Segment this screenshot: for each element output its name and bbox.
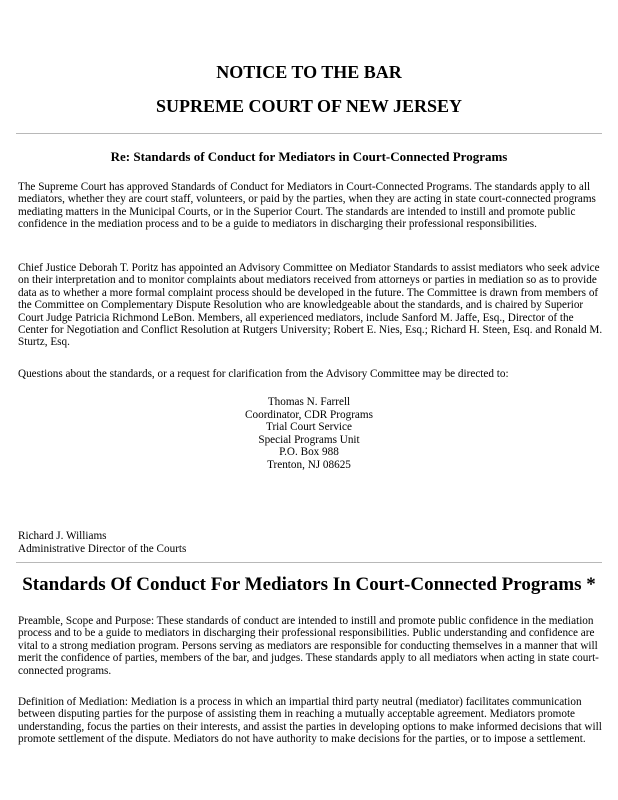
paragraph-questions: Questions about the standards, or a request for clarification from the Advisory Committee may be directed to: xyxy=(18,368,509,380)
contact-title: Coordinator, CDR Programs xyxy=(245,408,373,421)
signature-block xyxy=(18,530,186,555)
signature-name: Richard J. Williams xyxy=(18,530,107,542)
contact-unit: Special Programs Unit xyxy=(258,433,360,446)
contact-box: P.O. Box 988 xyxy=(279,446,339,459)
standards-heading: Standards Of Conduct For Mediators In Court-Connected Programs * xyxy=(22,574,596,595)
paragraph-definition: Definition of Mediation: Mediation is a process in which an impartial third party neutral (mediator) facilitates communication between disputing parties for the purpose of assisting them in reaching a mutually acceptable agreement. Mediators promote understanding, focus the parties on their interests, and assist the parties in developing options to make informed decisions that will promote settlement of the dispute. Mediators do not have authority to make decisions for the parties, or to impose a settlement. xyxy=(18,696,602,746)
signature-title: Administrative Director of the Courts xyxy=(18,542,187,555)
contact-address xyxy=(0,396,618,472)
divider xyxy=(16,562,602,563)
paragraph-preamble: Preamble, Scope and Purpose: These standards of conduct are intended to instill and promote public confidence in the mediation process and to be a guide to mediators in discharging their professional responsibilities. Public understanding and confidence are vital to a strong mediation program. Persons serving as mediators are responsible for conducting themselves in a manner that will merit the confidence of parties, members of the bar, and judges. These standards apply to all mediators when acting in state court-connected programs. xyxy=(18,615,599,677)
paragraph-committee: Chief Justice Deborah T. Poritz has appointed an Advisory Committee on Mediator Standards to assist mediators who seek advice on their interpretation and to monitor complaints about mediators received from attorneys or parties in mediation so as to provide data as to whether a more formal complaint process should be developed in the future. The Committee is drawn from members of the Committee on Complementary Dispute Resolution who are knowledgeable about the standards, and is chaired by Superior Court Judge Patricia Richmond LeBon. Members, all experienced mediators, include Sanford M. Jaffe, Esq., Director of the Center for Negotiation and Conflict Resolution at Rutgers University; Robert E. Nies, Esq.; Richard H. Steen, Esq. and Ronald M. Sturtz, Esq. xyxy=(18,262,603,349)
contact-city: Trenton, NJ 08625 xyxy=(267,458,351,471)
court-name: SUPREME COURT OF NEW JERSEY xyxy=(155,96,463,116)
contact-office: Trial Court Service xyxy=(266,421,352,434)
contact-name: Thomas N. Farrell xyxy=(267,396,351,408)
notice-title: NOTICE TO THE BAR xyxy=(216,62,402,82)
re-heading: Re: Standards of Conduct for Mediators in Court-Connected Programs xyxy=(110,149,508,164)
paragraph-intro: The Supreme Court has approved Standards of Conduct for Mediators in Court-Connected Programs. The standards apply to all mediators, whether they are court staff, volunteers, or paid by the parties, when they are acting in state court-connected programs mediating matters in the Municipal Courts, or in the Superior Court. The standards are intended to instill and promote public confidence in the mediation process and to be a guide to mediators in discharging their professional responsibilities. xyxy=(18,181,596,231)
divider xyxy=(16,133,602,134)
